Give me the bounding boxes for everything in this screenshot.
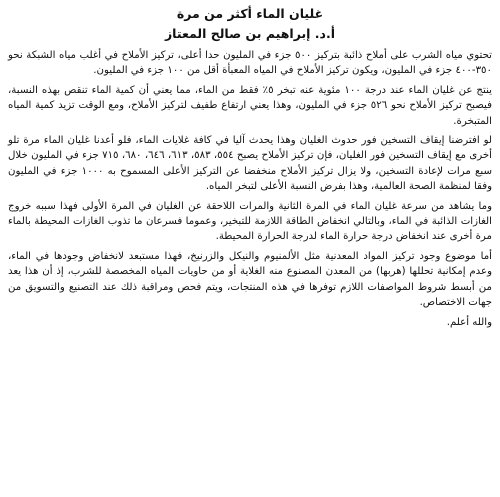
- paragraph-dissolved-gases: وما يشاهد من سرعة غليان الماء في المرة الثانية والمرات اللاحقة عن الغليان في المرة الأولى فهذا سببه خروج الغازات الذائبة في الماء، وبالتالي انخفاض الطاقة اللازمة للتبخير، وعموما فسرعان ما تذوب الغازات المحيطة بالماء مرة أخرى عند انخفاض درجة حرارة الماء لدرجة الحرارة المحيطة.: [8, 200, 492, 243]
- author-line: أ.د. إبراهيم بن صالح المعتاز: [164, 26, 336, 41]
- paragraph-salt-concentration: تحتوي مياه الشرب على أملاح ذائبة بتركيز ٥٠٠ جزء في المليون حدا أعلى، تركيز الأملاح في أغلب مياه الشبكة نحو ٣٥٠-٤٠٠ جزء في المليون، ويكون تركيز الأملاح في المياه المعبأة أقل من ١٠٠ جزء في المليون.: [8, 50, 492, 77]
- paragraph-boiling-evaporation: ينتج عن غليان الماء عند درجة ١٠٠ مئوية عنه تبخر ٥٪ فقط من الماء، مما يعني أن كمية الماء تنقص بهذه النسبة، فيصبح تركيز الأملاح نحو ٥٢٦ جزء في المليون، وهذا يعني ارتفاع طفيف لتركيز الأملاح، ومع الوقت تزيد كمية المياه المتبخرة.: [8, 84, 493, 127]
- document-title: غليان الماء أكثر من مرة: [176, 6, 324, 21]
- paragraph-closing: والله أعلم.: [446, 316, 492, 328]
- article-body: [8, 48, 492, 330]
- paragraph-metals: أما موضوع وجود تركيز المواد المعدنية مثل الألمنيوم والنيكل والزرنيخ، فهذا مستبعد لانخفاض وجودها في الماء، وعدم إمكانية تحللها (هربها) من المعدن المصنوع منه الغلاية أو من حاويات المياه المخصصة للشرب، إذ أن هذا يعد من أبسط شروط المواصفات اللازم توفرها في هذه المنتجات، ويتم فحص ومراقبة ذلك عند التصنيع والتسويق من جهات الاختصاص.: [8, 250, 492, 309]
- paragraph-reboiling: لو افترضنا إيقاف التسخين فور حدوث الغليان وهذا يحدث آليا في كافة غلايات الماء، فلو أعدنا غليان الماء مرة تلو أخرى مع إيقاف التسخين فور الغليان، فإن تركيز الأملاح يصبح ٥٥٤، ٥٨٣، ٦١٣، ٦٤٦، ٦٨٠، ٧١٥ جزء في المليون خلال سبع مرات لإعادة التسخين، ولا يزال تركيز الأملاح منخفضا عن التركيز الأعلى المسموح به ١٠٠٠ جزء في المليون وفقا لمنظمة الصحة العالمية، وهذا بفرض النسبة الأعلى لتبخر المياه.: [8, 135, 492, 193]
